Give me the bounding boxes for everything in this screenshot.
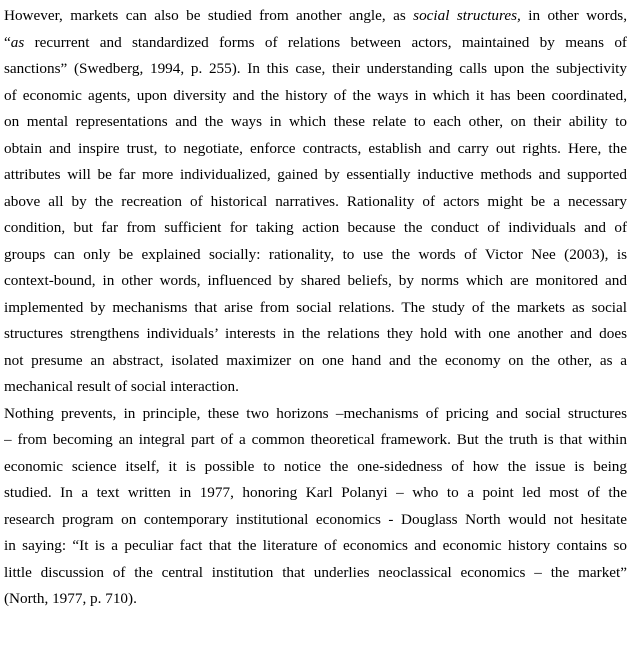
- text-line: [4, 268, 627, 295]
- text-segment: groups can only be explained socially: rationality, to use the words of Victor Nee (2003), is: [4, 245, 627, 263]
- text-segment: – from becoming an integral part of a common theoretical framework. But the truth is that within: [4, 431, 627, 448]
- text-line: [4, 215, 627, 242]
- text-segment: on mental representations and the ways in which these relate to each other, on their ability to: [4, 113, 627, 130]
- text-segment: in saying: “It is a peculiar fact that the literature of economics and economic history contains so: [4, 537, 627, 554]
- text-segment: sanctions” (Swedberg, 1994, p. 255). In this case, their understanding calls upon the subjectivity: [4, 60, 627, 77]
- text-line: [4, 56, 627, 83]
- text-line: [4, 427, 627, 454]
- text-line: [4, 507, 627, 534]
- text-segment: in other words,: [520, 7, 627, 24]
- text-line: [4, 401, 627, 428]
- text-line: [4, 295, 627, 322]
- text-segment: Nothing prevents, in principle, these two horizons –mechanisms of pricing and social structures: [4, 404, 627, 422]
- document-body: [4, 3, 627, 613]
- text-segment: little discussion of the central institution that underlies neoclassical economics – the market”: [4, 563, 627, 581]
- text-line: [4, 480, 627, 507]
- text-line: [4, 30, 627, 57]
- text-segment: above all by the recreation of historical narratives. Rationality of actors might be a necessary: [4, 192, 627, 210]
- text-line: [4, 83, 627, 110]
- text-line: [4, 560, 627, 587]
- text-segment: context-bound, in other words, influenced by shared beliefs, by norms which are monitored and: [4, 272, 627, 289]
- text-segment: studied. In a text written in 1977, honoring Karl Polanyi – who to a point led most of the: [4, 484, 627, 501]
- text-segment: However, markets can also be studied from another angle, as: [4, 7, 414, 24]
- text-line: [4, 109, 627, 136]
- paragraph: [4, 3, 627, 401]
- text-line: [4, 162, 627, 189]
- text-segment: economic science itself, it is possible to notice the one-sidedness of how the issue is being: [4, 457, 627, 475]
- text-segment: not presume an abstract, isolated maximizer on one hand and the economy on the other, as a: [4, 351, 627, 369]
- text-segment: “: [4, 33, 11, 51]
- text-line: [4, 454, 627, 481]
- text-segment: implemented by mechanisms that arise from social relations. The study of the markets as social: [4, 298, 627, 316]
- italic-text: social structures,: [413, 7, 521, 24]
- text-line: [4, 136, 627, 163]
- paragraph: [4, 401, 627, 613]
- text-segment: (North, 1977, p. 710).: [4, 590, 137, 607]
- text-segment: obtain and inspire trust, to negotiate, enforce contracts, establish and carry out rights. Here, the: [4, 139, 627, 157]
- text-line: [4, 374, 627, 401]
- text-line: [4, 348, 627, 375]
- text-line: [4, 321, 627, 348]
- text-segment: condition, but far from sufficient for taking action because the conduct of individuals and of: [4, 219, 627, 236]
- text-line: [4, 242, 627, 269]
- text-line: [4, 189, 627, 216]
- text-line: [4, 3, 627, 30]
- text-segment: attributes will be far more individualized, gained by essentially inductive methods and supported: [4, 166, 627, 183]
- text-segment: mechanical result of social interaction.: [4, 378, 239, 395]
- text-segment: structures strengthens individuals’ interests in the relations they hold with one another and does: [4, 325, 627, 342]
- text-segment: recurrent and standardized forms of relations between actors, maintained by means of: [24, 33, 627, 51]
- text-line: [4, 586, 627, 613]
- text-segment: of economic agents, upon diversity and the history of the ways in which it has been coordinated,: [4, 86, 627, 104]
- italic-text: as: [10, 33, 25, 51]
- text-line: [4, 533, 627, 560]
- text-segment: research program on contemporary institutional economics - Douglass North would not hesitate: [4, 510, 627, 528]
